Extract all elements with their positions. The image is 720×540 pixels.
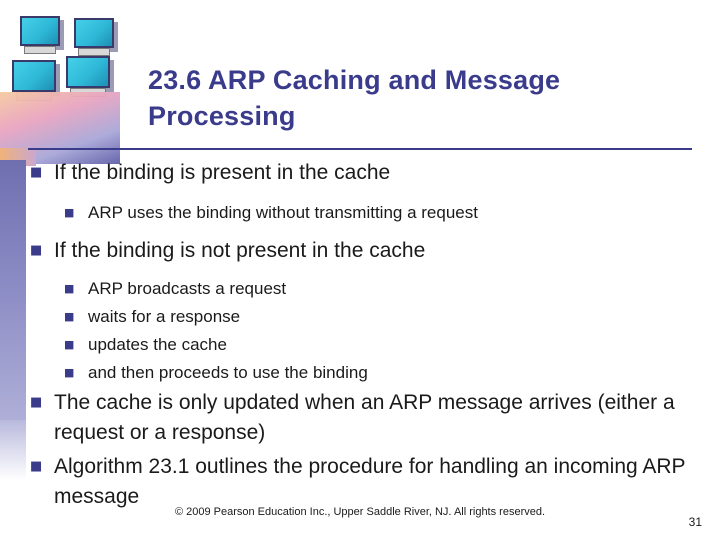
square-bullet-icon: ■ [30,395,43,410]
bullet-item-2 [28,200,696,226]
slide-body [28,158,696,516]
bullet-item-6 [28,332,696,358]
bullet-item-1 [28,158,696,188]
bullet-item-8 [28,388,696,448]
bullet-text: and then proceeds to use the binding [88,363,368,382]
copyright-text: © 2009 Pearson Education Inc., Upper Saddle River, NJ. All rights reserved. [174,506,546,518]
bullet-text: The cache is only updated when an ARP message arrives (either a request or a response) [54,391,675,444]
bullet-item-7 [28,360,696,386]
bullet-text: If the binding is not present in the cache [54,239,426,262]
bullet-text: waits for a response [88,307,241,326]
bullet-item-3 [28,236,696,266]
spacer [28,228,696,236]
square-bullet-icon: ■ [64,310,75,323]
square-bullet-icon: ■ [64,282,75,295]
bullet-item-4 [28,276,696,302]
bullet-text: Algorithm 23.1 outlines the procedure for handling an incoming ARP message [54,455,686,508]
bullet-text: updates the cache [88,335,227,354]
square-bullet-icon: ■ [64,338,75,351]
bullet-text: ARP uses the binding without transmitting a request [88,203,478,222]
square-bullet-icon: ■ [64,366,75,379]
bullet-item-5 [28,304,696,330]
square-bullet-icon: ■ [30,459,43,474]
bullet-item-9 [28,452,696,512]
bullet-text: ARP broadcasts a request [88,279,287,298]
bullet-text: If the binding is present in the cache [54,161,391,184]
square-bullet-icon: ■ [30,165,43,180]
square-bullet-icon: ■ [64,206,75,219]
spacer [28,192,696,200]
slide-title: 23.6 ARP Caching and Message Processing [148,65,561,131]
left-side-bar-fade [0,420,26,480]
slide-footer [0,506,720,529]
page-number: 31 [688,515,702,529]
left-side-bar [0,160,26,460]
square-bullet-icon: ■ [30,243,43,258]
title-divider [28,148,692,150]
